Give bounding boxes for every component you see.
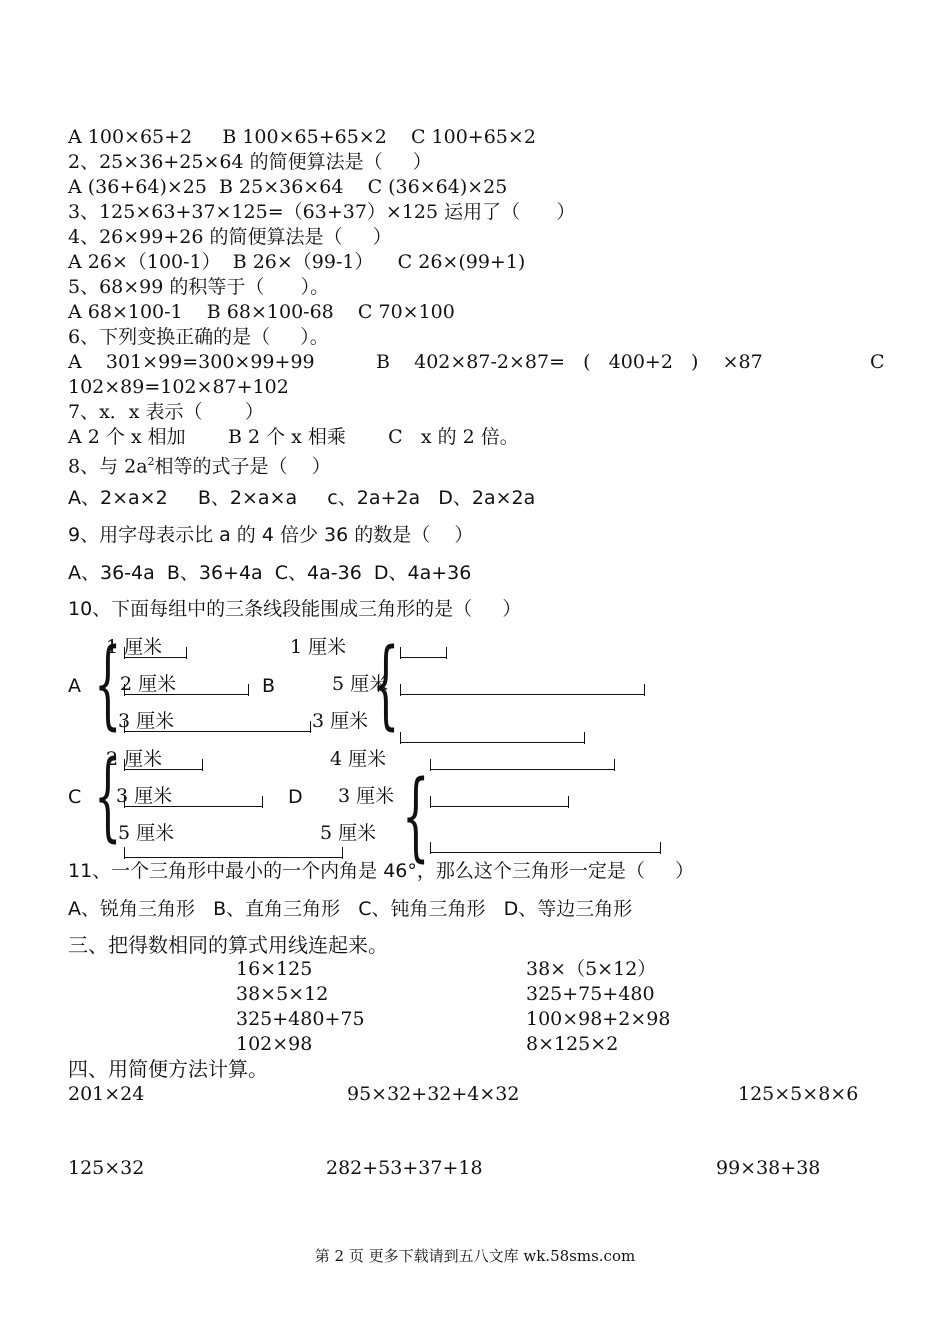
calc-6: 99×38+38: [716, 1157, 821, 1179]
match-right-2: 325+75+480: [526, 983, 655, 1005]
q3-question: 3、125×63+37×125=（63+37）×125 运用了（ ）: [68, 201, 576, 223]
q11-options: A、锐角三角形 B、直角三角形 C、钝角三角形 D、等边三角形: [68, 898, 633, 920]
segment-a3-label: 3 厘米: [118, 710, 175, 732]
segment-a3: [124, 731, 310, 732]
brace-c-icon: {: [94, 740, 122, 852]
q8-options: A、2×a×2 B、2×a×a c、2a+2a D、2a×2a: [68, 487, 536, 509]
segment-b1-label: 1 厘米: [290, 636, 347, 658]
segment-d3-label: 5 厘米: [320, 822, 377, 844]
q6-option-a: A 301×99=300×99+99: [68, 351, 315, 373]
segment-b3-label: 3 厘米: [312, 710, 369, 732]
segment-a2-label: 2 厘米: [120, 673, 177, 695]
brace-d-icon: {: [402, 760, 430, 872]
q11-question: 11、一个三角形中最小的一个内角是 46°，那么这个三角形一定是（ ）: [68, 860, 695, 882]
calc-4: 125×32: [68, 1157, 145, 1179]
calc-2: 95×32+32+4×32: [347, 1083, 520, 1105]
q6-option-c: C: [870, 351, 885, 373]
segment-c3: [124, 857, 342, 858]
segment-c2: [124, 806, 262, 807]
q2-question: 2、25×36+25×64 的简便算法是（ ）: [68, 151, 432, 173]
segment-b3: [400, 742, 584, 743]
segment-d3: [430, 852, 660, 853]
q1-options: A 100×65+2 B 100×65+65×2 C 100+65×2: [68, 126, 536, 148]
segment-d1: [430, 769, 614, 770]
page-footer: 第 2 页 更多下载请到五八文库 wk.58sms.com: [314, 1247, 636, 1265]
segment-d1-label: 4 厘米: [330, 748, 387, 770]
q10-question: 10、下面每组中的三条线段能围成三角形的是（ ）: [68, 598, 522, 620]
match-left-1: 16×125: [236, 958, 313, 980]
q6-option-c-text: 102×89=102×87+102: [68, 376, 289, 398]
q9-question: 9、用字母表示比 a 的 4 倍少 36 的数是（ ）: [68, 524, 474, 546]
segment-c1: [124, 769, 202, 770]
segment-a1: [124, 657, 186, 658]
q5-options: A 68×100-1 B 68×100-68 C 70×100: [68, 301, 455, 323]
q5-question: 5、68×99 的积等于（ ）。: [68, 276, 330, 298]
q8-question: 8、与 $2a^2$相等的式子是（ ）: [68, 455, 331, 478]
section-3-title: 三、把得数相同的算式用线连起来。: [68, 933, 388, 957]
segment-c2-label: 3 厘米: [116, 785, 173, 807]
match-left-4: 102×98: [236, 1033, 313, 1055]
q4-question: 4、26×99+26 的简便算法是（ ）: [68, 226, 392, 248]
match-right-4: 8×125×2: [526, 1033, 619, 1055]
q2-options: A (36+64)×25 B 25×36×64 C (36×64)×25: [68, 176, 508, 198]
option-a-label: A: [68, 675, 81, 697]
option-b-label: B: [262, 675, 276, 697]
q9-options: A、36-4a B、36+4a C、4a-36 D、4a+36: [68, 562, 472, 584]
match-left-3: 325+480+75: [236, 1008, 365, 1030]
q7-question: 7、x．x 表示（ ）: [68, 401, 264, 423]
q6-option-b: B 402×87-2×87= ( 400+2 ) ×87: [376, 351, 763, 373]
q7-options: A 2 个 x 相加 B 2 个 x 相乘 C x 的 2 倍。: [68, 426, 519, 448]
segment-b2: [400, 694, 644, 695]
segment-d2-label: 3 厘米: [338, 785, 395, 807]
section-4-title: 四、用简便方法计算。: [68, 1057, 268, 1081]
segment-a1-label: 1 厘米: [106, 636, 163, 658]
segment-b2-label: 5 厘米: [332, 673, 389, 695]
calc-5: 282+53+37+18: [326, 1157, 483, 1179]
match-right-3: 100×98+2×98: [526, 1008, 671, 1030]
segment-c3-label: 5 厘米: [118, 822, 175, 844]
calc-1: 201×24: [68, 1083, 145, 1105]
segment-b1: [400, 657, 446, 658]
segment-a2: [124, 694, 248, 695]
match-right-1: 38×（5×12）: [526, 958, 657, 980]
option-d-label: D: [288, 786, 303, 808]
brace-b-icon: {: [372, 628, 400, 740]
match-left-2: 38×5×12: [236, 983, 329, 1005]
q4-options: A 26×（100-1） B 26×（99-1） C 26×(99+1): [68, 251, 526, 273]
segment-d2: [430, 806, 568, 807]
calc-3: 125×5×8×6: [738, 1083, 859, 1105]
q6-question: 6、下列变换正确的是（ ）。: [68, 326, 329, 348]
option-c-label: C: [68, 786, 82, 808]
brace-a-icon: {: [94, 628, 122, 740]
segment-c1-label: 2 厘米: [106, 748, 163, 770]
